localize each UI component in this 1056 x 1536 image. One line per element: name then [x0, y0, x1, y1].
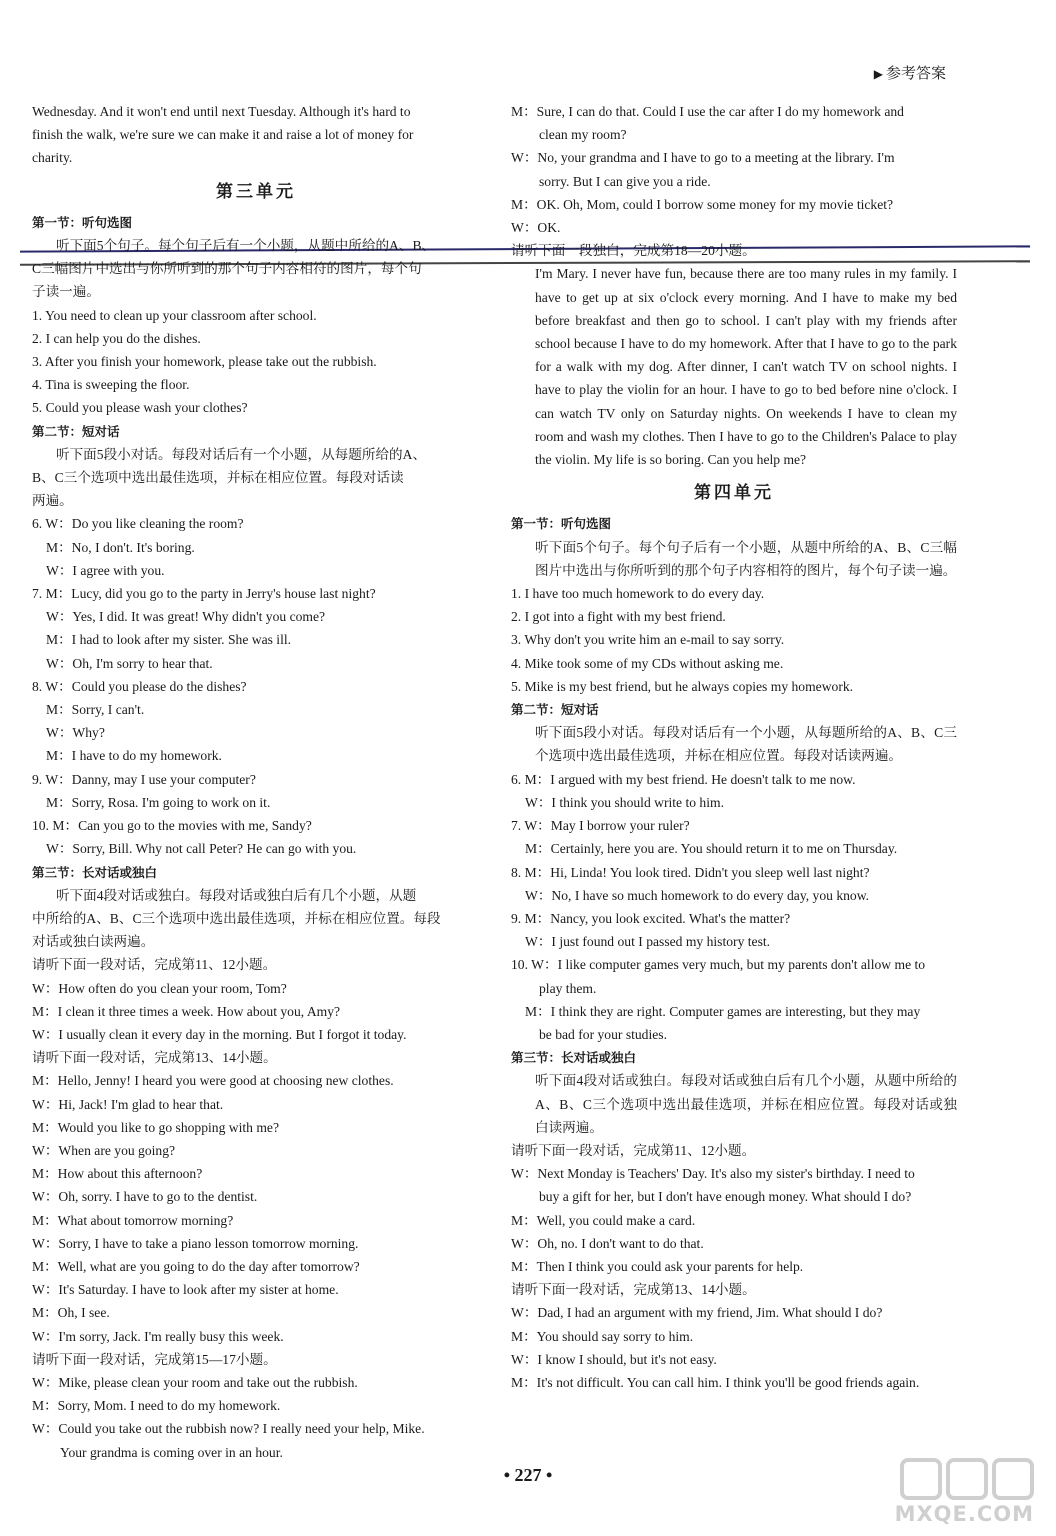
dialogue-line: W：Dad, I had an argument with my friend, Jim. What should I do? — [511, 1305, 883, 1321]
section-heading: 第二节：短对话 — [32, 423, 120, 439]
dialogue-line: M：No, I don't. It's boring. — [46, 539, 195, 555]
instruction-line: C三幅图片中选出与你所听到的那个句子内容相符的图片，每个句 — [32, 261, 422, 277]
section-heading: 第三节：长对话或独白 — [32, 864, 158, 880]
dialogue-line: 9. W：Danny, may I use your computer? — [32, 771, 256, 787]
dialogue-line: W：I agree with you. — [46, 562, 165, 578]
watermark-icon — [892, 1456, 1042, 1506]
list-item: 2. I can help you do the dishes. — [32, 330, 201, 346]
dialogue-line: M：I think they are right. Computer games are interesting, but they may — [525, 1003, 921, 1019]
dialogue-line: W：It's Saturday. I have to look after my sister at home. — [32, 1282, 339, 1298]
dialogue-line: 8. M：Hi, Linda! You look tired. Didn't you sleep well last night? — [511, 864, 870, 880]
dialogue-line: W：Why? — [46, 725, 105, 741]
dialogue-line: 8. W：Could you please do the dishes? — [32, 678, 247, 694]
dialogue-line: M：What about tomorrow morning? — [32, 1212, 234, 1228]
dialogue-line: W：How often do you clean your room, Tom? — [32, 980, 287, 996]
dialogue-line: W：Oh, sorry. I have to go to the dentist. — [32, 1189, 258, 1205]
dialogue-line: M：You should say sorry to him. — [511, 1328, 694, 1344]
dialogue-line: W：Could you take out the rubbish now? I really need your help, Mike. — [32, 1421, 425, 1437]
dialogue-line: W：I usually clean it every day in the morning. But I forgot it today. — [32, 1026, 407, 1042]
page-number: • 227 • — [503, 1465, 553, 1485]
prompt-line: 请听下面一段对话，完成第11、12小题。 — [32, 957, 277, 973]
instruction-paragraph: 听下面4段对话或独白。每段对话或独白后有几个小题，从题中所给的A、B、C三个选项中选出最佳选项，并标在相应位置。每段对话或独白读两遍。 — [535, 1073, 957, 1135]
dialogue-line: M：I clean it three times a week. How about you, Amy? — [32, 1003, 341, 1019]
instruction-paragraph: 听下面5个句子。每个句子后有一个小题，从题中所给的A、B、C三幅图片中选出与你所听到的那个句子内容相符的图片，每个句子读一遍。 — [535, 539, 957, 578]
dialogue-line: M：It's not difficult. You can call him. I think you'll be good friends again. — [511, 1374, 920, 1390]
dialogue-line: W：I know I should, but it's not easy. — [511, 1351, 717, 1367]
watermark-logo — [892, 1456, 1042, 1526]
section-heading: 第三节：长对话或独白 — [511, 1050, 637, 1066]
dialogue-line: 7. M：Lucy, did you go to the party in Jerry's house last night? — [32, 586, 376, 602]
dialogue-line: 9. M：Nancy, you look excited. What's the matter? — [511, 910, 791, 926]
dialogue-line: W：Sorry, I have to take a piano lesson tomorrow morning. — [32, 1235, 359, 1251]
dialogue-line: M：Hello, Jenny! I heard you were good at choosing new clothes. — [32, 1073, 394, 1089]
section-heading: 第二节：短对话 — [511, 702, 599, 718]
instruction-line: 子读一遍。 — [32, 284, 100, 300]
unit-title: 第三单元 — [216, 181, 296, 201]
dialogue-line: M：Well, what are you going to do the day after tomorrow? — [32, 1258, 360, 1274]
dialogue-line: W：No, I have so much homework to do every day, you know. — [525, 887, 870, 903]
dialogue-line: M：Sorry, Rosa. I'm going to work on it. — [46, 794, 271, 810]
dialogue-line: M：Sorry, I can't. — [46, 702, 145, 718]
watermark-text: MXQE.COM — [894, 1502, 1034, 1526]
dialogue-line: W：I'm sorry, Jack. I'm really busy this week. — [32, 1328, 284, 1344]
dialogue-line: be bad for your studies. — [539, 1026, 667, 1042]
instruction-line: 对话或独白读两遍。 — [32, 934, 155, 950]
text-line: finish the walk, we're sure we can make it and raise a lot of money for — [32, 127, 414, 143]
list-item: 1. I have too much homework to do every day. — [511, 586, 765, 602]
list-item: 4. Mike took some of my CDs without asking me. — [511, 655, 784, 671]
prompt-line: 请听下面一段对话，完成第11、12小题。 — [511, 1142, 756, 1158]
dialogue-line: M：How about this afternoon? — [32, 1166, 203, 1182]
dialogue-line: clean my room? — [539, 127, 627, 143]
dialogue-line: M：Oh, I see. — [32, 1305, 110, 1321]
dialogue-line: 7. W：May I borrow your ruler? — [511, 818, 690, 834]
dialogue-line: 6. M：I argued with my best friend. He doesn't talk to me now. — [511, 771, 856, 787]
instruction-line: 听下面5个句子。每个句子后有一个小题，从题中所给的A、B、 — [56, 238, 436, 254]
instruction-line: B、C三个选项中选出最佳选项，并标在相应位置。每段对话读 — [32, 470, 404, 486]
dialogue-line: buy a gift for her, but I don't have enough money. What should I do? — [539, 1189, 912, 1205]
list-item: 5. Mike is my best friend, but he always copies my homework. — [511, 678, 854, 694]
dialogue-line: W：No, your grandma and I have to go to a meeting at the library. I'm — [511, 150, 895, 166]
dialogue-line: W：Sorry, Bill. Why not call Peter? He can go with you. — [46, 841, 357, 857]
dialogue-line: M：Sorry, Mom. I need to do my homework. — [32, 1398, 281, 1414]
instruction-line: 听下面5段小对话。每段对话后有一个小题，从每题所给的A、 — [56, 446, 427, 462]
instruction-paragraph: 听下面5段小对话。每段对话后有一个小题，从每题所给的A、B、C三个选项中选出最佳选项，并标在相应位置。每段对话读两遍。 — [535, 725, 957, 764]
dialogue-line: W：Oh, no. I don't want to do that. — [511, 1235, 704, 1251]
dialogue-line: M：OK. Oh, Mom, could I borrow some money for my movie ticket? — [511, 196, 894, 212]
prompt-line: 请听下面一段对话，完成第13、14小题。 — [511, 1282, 756, 1298]
dialogue-line: M：Certainly, here you are. You should return it to me on Thursday. — [525, 841, 898, 857]
section-heading: 第一节：听句选图 — [511, 516, 612, 532]
dialogue-line: M：I have to do my homework. — [46, 748, 222, 764]
list-item: 1. You need to clean up your classroom after school. — [32, 307, 317, 323]
dialogue-line: W：When are you going? — [32, 1142, 176, 1158]
section-heading: 第一节：听句选图 — [32, 214, 133, 230]
dialogue-line: 6. W：Do you like cleaning the room? — [32, 516, 244, 532]
dialogue-line: M：Well, you could make a card. — [511, 1212, 696, 1228]
dialogue-line: W：I think you should write to him. — [525, 794, 724, 810]
prompt-line: 请听下面一段对话，完成第15—17小题。 — [32, 1351, 277, 1367]
instruction-line: 中所给的A、B、C三个选项中选出最佳选项，并标在相应位置。每段 — [32, 910, 441, 926]
list-item: 2. I got into a fight with my best friend. — [511, 609, 726, 625]
dialogue-line: M：I had to look after my sister. She was ill. — [46, 632, 292, 648]
text-line: charity. — [32, 150, 73, 166]
dialogue-line: W：Hi, Jack! I'm glad to hear that. — [32, 1096, 224, 1112]
prompt-line: 请听下面一段独白，完成第18—20小题。 — [511, 243, 756, 259]
dialogue-line: M：Then I think you could ask your parents for help. — [511, 1258, 804, 1274]
prompt-line: 请听下面一段对话，完成第13、14小题。 — [32, 1050, 277, 1066]
dialogue-line: 10. M：Can you go to the movies with me, Sandy? — [32, 818, 312, 834]
dialogue-line: play them. — [539, 980, 597, 996]
dialogue-line: Your grandma is coming over in an hour. — [60, 1444, 283, 1460]
dialogue-line: W：Mike, please clean your room and take out the rubbish. — [32, 1374, 358, 1390]
instruction-line: 听下面4段对话或独白。每段对话或独白后有几个小题，从题 — [56, 887, 417, 903]
monologue-paragraph: I'm Mary. I never have fun, because there are too many rules in my family. I have to get up at six o'clock every morning. And I have to make my bed before breakfast and then go to school. I can't play with my friends after school because I have to do my homework. After that I have to go to the park for a walk with my dog. After dinner, I can't watch TV on school nights. I have to play the violin for an hour. I have to go to bed before nine o'clock. I can watch TV only on Saturday nights. On weekends I have to clean my room and wash my clothes. Then I have to go to the Children's Palace to play the violin. My life is so boring. Can you help me? — [535, 266, 957, 468]
list-item: 5. Could you please wash your clothes? — [32, 400, 248, 416]
dialogue-line: M：Sure, I can do that. Could I use the car after I do my homework and — [511, 104, 904, 119]
unit-title: 第四单元 — [694, 483, 774, 503]
list-item: 4. Tina is sweeping the floor. — [32, 377, 190, 393]
dialogue-line: W：Next Monday is Teachers' Day. It's also my sister's birthday. I need to — [511, 1166, 915, 1182]
left-column — [32, 100, 480, 1464]
dialogue-line: sorry. But I can give you a ride. — [539, 173, 711, 189]
dialogue-line: W：Oh, I'm sorry to hear that. — [46, 655, 213, 671]
right-column — [511, 100, 957, 1394]
triangle-icon: ▶ — [873, 67, 883, 81]
list-item: 3. Why don't you write him an e-mail to say sorry. — [511, 632, 785, 648]
header-label: ▶ 参考答案 — [873, 64, 946, 82]
dialogue-line: M：Would you like to go shopping with me? — [32, 1119, 279, 1135]
dialogue-line: 10. W：I like computer games very much, but my parents don't allow me to — [511, 957, 926, 973]
dialogue-line: W：Yes, I did. It was great! Why didn't you come? — [46, 609, 326, 625]
text-line: Wednesday. And it won't end until next Tuesday. Although it's hard to — [32, 104, 411, 119]
dialogue-line: W：I just found out I passed my history test. — [525, 934, 771, 950]
dialogue-line: W：OK. — [511, 220, 561, 236]
list-item: 3. After you finish your homework, please take out the rubbish. — [32, 354, 377, 370]
instruction-line: 两遍。 — [32, 493, 73, 509]
